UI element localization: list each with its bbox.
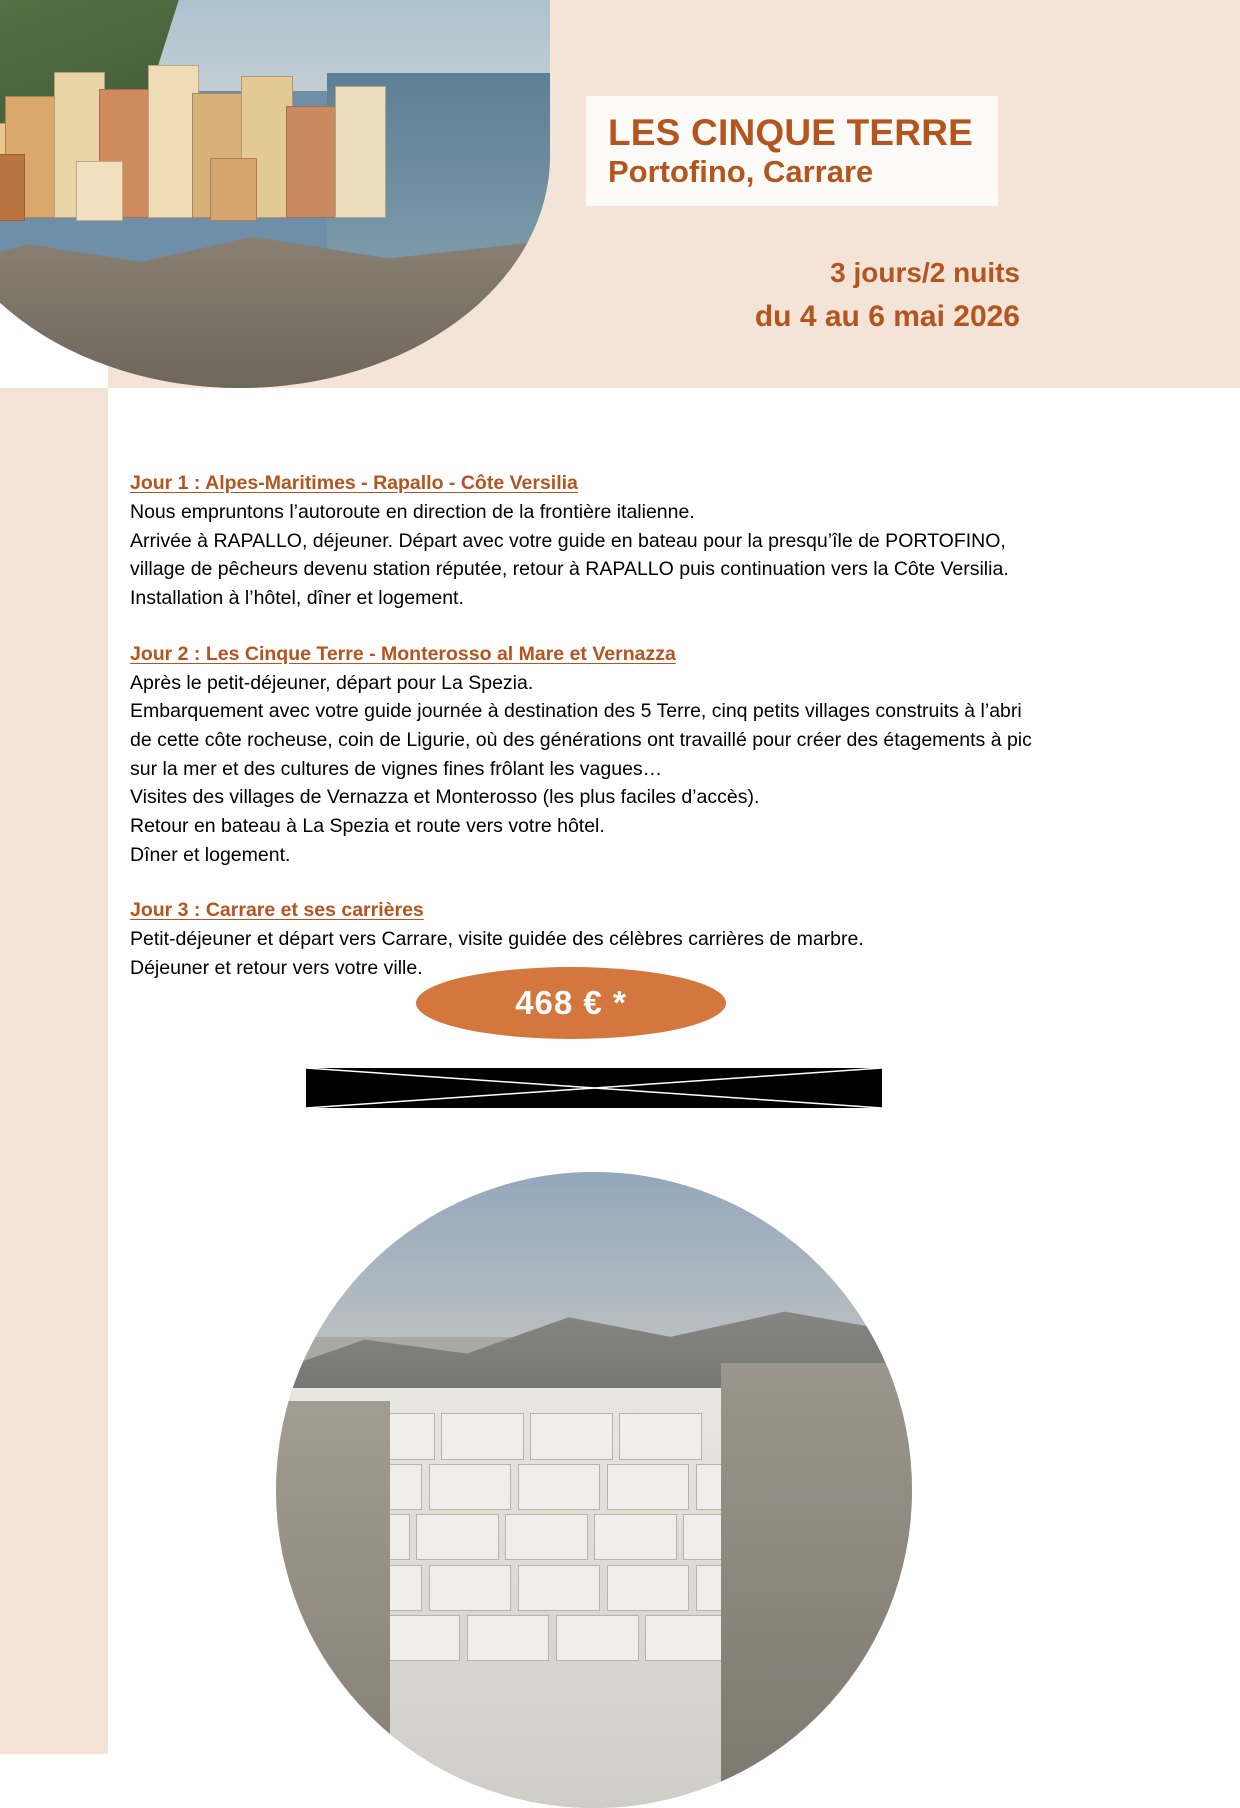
hero-houses	[0, 55, 389, 226]
quarry-photo-carrara	[276, 1172, 912, 1808]
quarry-rubble-right	[721, 1363, 912, 1808]
quarry-sky	[276, 1172, 912, 1337]
itinerary-content	[130, 472, 1136, 1013]
trip-dates-block	[600, 252, 1020, 339]
crossed-banner-placeholder	[306, 1068, 882, 1108]
day-line: Petit-déjeuner et départ vers Carrare, visite guidée des célèbres carrières de marbre.	[130, 928, 864, 951]
day-line: Déjeuner et retour vers votre ville.	[130, 956, 423, 979]
day-heading: Jour 1 : Alpes-Maritimes - Rapallo - Côte Versilia	[130, 472, 578, 494]
day-block-1	[130, 472, 1136, 613]
day-heading: Jour 3 : Carrare et ses carrières	[130, 899, 424, 922]
day-line: Installation à l’hôtel, dîner et logement.	[130, 586, 464, 609]
crossed-lines-icon	[306, 1068, 882, 1108]
page-title: LES CINQUE TERRE	[608, 112, 974, 154]
day-block-2	[130, 643, 1136, 870]
trip-duration: 3 jours/2 nuits	[830, 257, 1020, 288]
day-line: Arrivée à RAPALLO, déjeuner. Départ avec votre guide en bateau pour la presqu’île de PORTOFINO,	[130, 529, 1006, 552]
day-line: Retour en bateau à La Spezia et route vers votre hôtel.	[130, 814, 605, 837]
left-side-strip	[0, 388, 108, 1754]
day-line: Visites des villages de Vernazza et Monterosso (les plus faciles d’accès).	[130, 786, 760, 809]
day-line: Embarquement avec votre guide journée à destination des 5 Terre, cinq petits villages construits à l’abri	[130, 700, 1022, 723]
day-line: village de pêcheurs devenu station réputée, retour à RAPALLO puis continuation vers la Côte Versilia.	[130, 558, 1009, 581]
price-label: 468 € *	[515, 984, 627, 1021]
day-line: Après le petit-déjeuner, départ pour La Spezia.	[130, 671, 534, 694]
day-heading: Jour 2 : Les Cinque Terre - Monterosso al Mare et Vernazza	[130, 642, 676, 665]
day-line: sur la mer et des cultures de vignes fines frôlant les vagues…	[130, 757, 663, 780]
day-line: Dîner et logement.	[130, 843, 291, 866]
trip-date-range: du 4 au 6 mai 2026	[754, 300, 1020, 333]
page-header	[0, 0, 1240, 388]
quarry-rubble-left	[276, 1401, 390, 1808]
day-line: de cette côte rocheuse, coin de Ligurie, où des générations ont travaillé pour créer des étagements à pic	[130, 728, 1032, 751]
day-line: Nous empruntons l’autoroute en direction de la frontière italienne.	[130, 501, 695, 523]
page-subtitle: Portofino, Carrare	[608, 153, 874, 189]
hero-photo-cinque-terre	[0, 0, 550, 388]
price-badge	[416, 967, 726, 1039]
title-box	[586, 96, 998, 206]
